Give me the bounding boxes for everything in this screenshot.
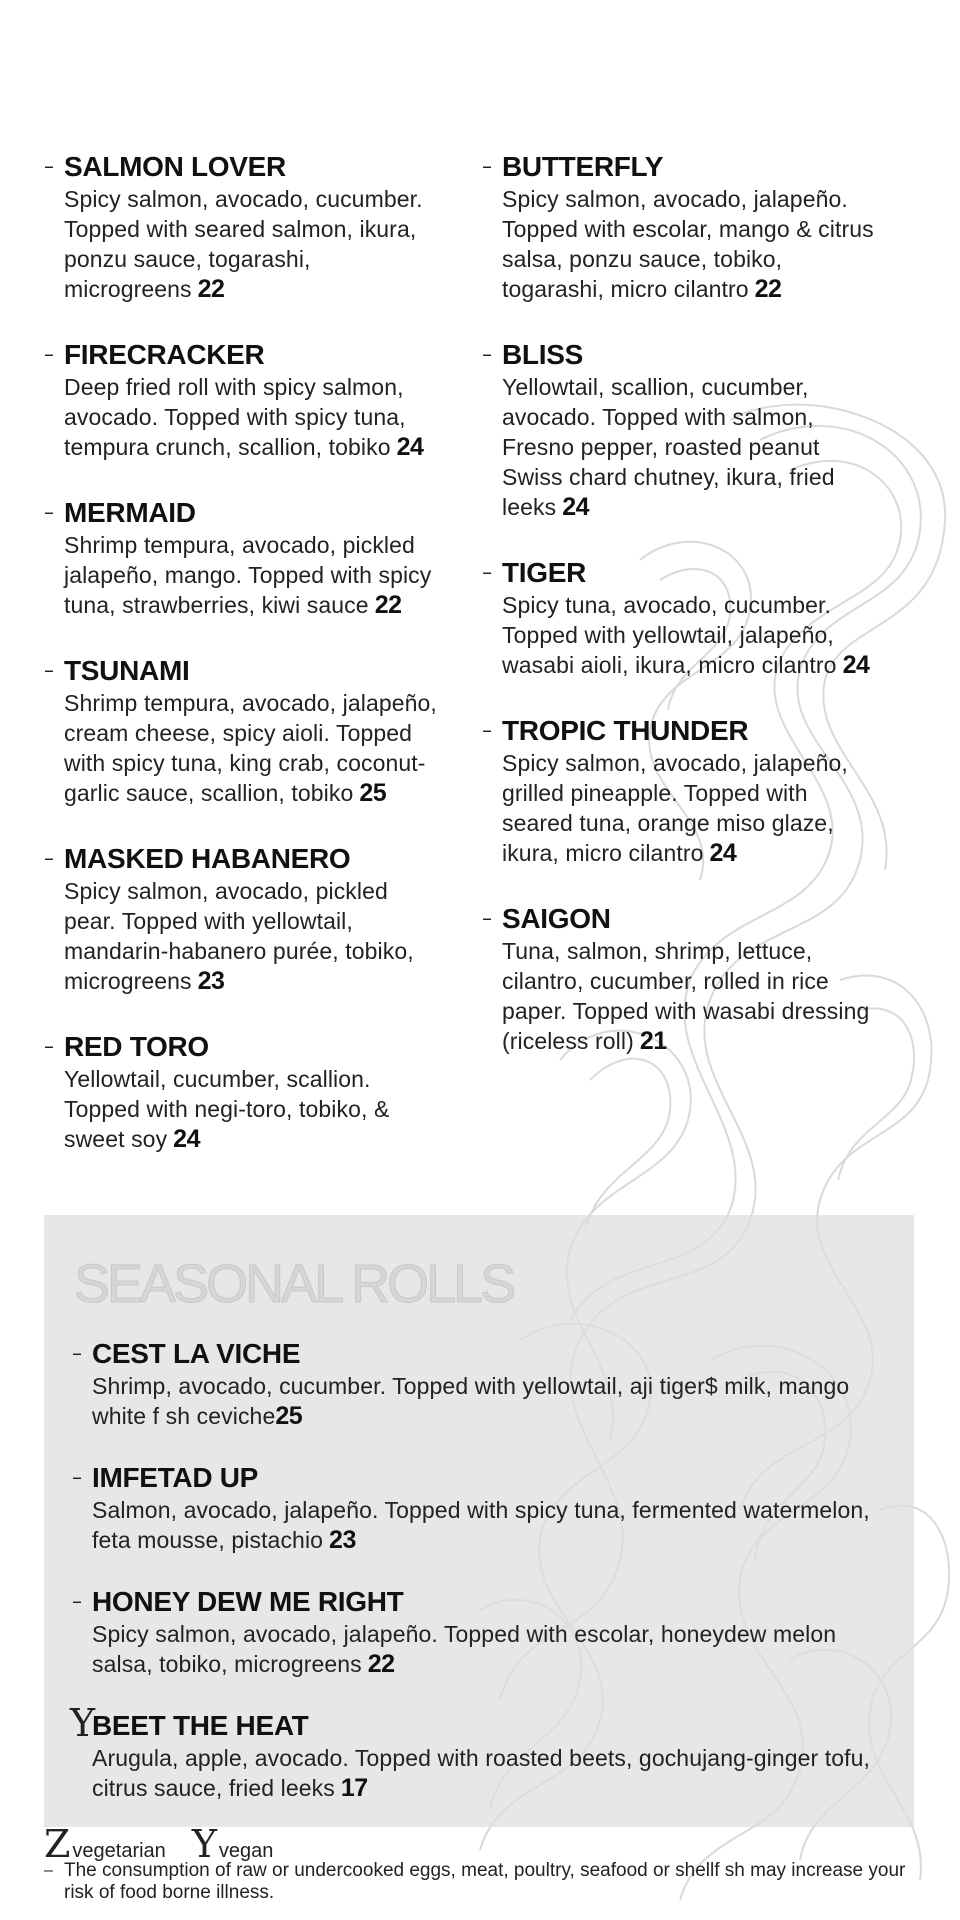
menu-item-firecracker[interactable] (44, 338, 444, 462)
menu-item-beet-the-heat[interactable] (70, 1701, 902, 1803)
dash-marker: – (72, 1465, 82, 1489)
menu-item-saigon[interactable] (482, 902, 882, 1056)
vegan-label: vegan (218, 1840, 274, 1862)
item-price: 17 (340, 1774, 368, 1802)
vegetarian-icon: Z (44, 1822, 71, 1866)
menu-item-butterfly[interactable] (482, 150, 882, 304)
item-name: BUTTERFLY (502, 151, 664, 182)
item-description: Spicy salmon, avocado, cucumber. Topped with seared salmon, ikura, ponzu sauce, togarashi, microgreens 22 (64, 186, 423, 303)
left-menu-column (44, 150, 444, 1188)
item-description: Yellowtail, scallion, cucumber, avocado. Topped with salmon, Fresno pepper, roasted peanut Swiss chard chutney, ikura, fried leeks 24 (502, 374, 835, 521)
item-description: Spicy salmon, avocado, jalapeño. Topped with escolar, honeydew melon salsa, tobiko, microgreens 22 (92, 1621, 837, 1678)
item-name: HONEY DEW ME RIGHT (92, 1586, 404, 1617)
item-price: 23 (329, 1526, 356, 1554)
item-price: 24 (173, 1125, 200, 1153)
item-price: 22 (374, 591, 402, 619)
menu-item-mermaid[interactable] (44, 496, 444, 620)
item-price: 22 (367, 1650, 395, 1678)
item-price: 24 (709, 839, 737, 867)
item-description: Shrimp tempura, avocado, jalapeño, cream cheese, spicy aioli. Topped with spicy tuna, king crab, coconut-garlic sauce, scallion, tobiko 25 (64, 690, 437, 807)
item-name: MERMAID (64, 497, 196, 528)
item-name: TROPIC THUNDER (502, 715, 749, 746)
dash-marker: – (44, 1034, 54, 1058)
dash-marker: – (44, 500, 54, 524)
item-name: SAIGON (502, 903, 611, 934)
item-description: Spicy salmon, avocado, jalapeño. Topped with escolar, mango & citrus salsa, ponzu sauce, tobiko, togarashi, micro cilantro 22 (502, 186, 874, 303)
dash-marker: – (482, 154, 492, 178)
menu-item-tropic-thunder[interactable] (482, 714, 882, 868)
menu-item-honey-dew-me-right[interactable] (72, 1585, 902, 1679)
menu-item-tiger[interactable] (482, 556, 882, 680)
item-name: IMFETAD UP (92, 1462, 259, 1493)
dash-marker: – (44, 342, 54, 366)
item-name: CEST LA VICHE (92, 1338, 301, 1369)
dash-marker: – (44, 846, 54, 870)
item-description: Spicy salmon, avocado, pickled pear. Topped with yellowtail, mandarin-habanero purée, tobiko, microgreens 23 (64, 878, 414, 995)
item-price: 23 (197, 967, 225, 995)
dash-marker: – (482, 906, 492, 930)
menu-item-tsunami[interactable] (44, 654, 444, 808)
menu-item-salmon-lover[interactable] (44, 150, 444, 304)
vegan-icon: Y (70, 1701, 96, 1745)
item-description: Tuna, salmon, shrimp, lettuce, cilantro, cucumber, rolled in rice paper. Topped with wasabi dressing (riceless roll) 21 (502, 938, 870, 1055)
item-description: Spicy tuna, avocado, cucumber. Topped with yellowtail, jalapeño, wasabi aioli, ikura, micro cilantro 24 (502, 592, 870, 679)
disclaimer-text: The consumption of raw or undercooked eggs, meat, poultry, seafood or shellf sh may increase your risk of food borne illness. (64, 1860, 906, 1903)
menu-item-red-toro[interactable] (44, 1030, 444, 1154)
item-description: Yellowtail, cucumber, scallion. Topped with negi-toro, tobiko, & sweet soy 24 (64, 1066, 390, 1153)
item-description: Arugula, apple, avocado. Topped with roasted beets, gochujang-ginger tofu, citrus sauce, fried leeks 17 (92, 1745, 871, 1802)
item-price: 21 (639, 1027, 667, 1055)
item-description: Shrimp, avocado, cucumber. Topped with yellowtail, aji tiger$ milk, mango white f sh ceviche25 (92, 1373, 850, 1430)
seasonal-list (72, 1337, 902, 1833)
item-name: BLISS (502, 339, 583, 370)
item-description: Spicy salmon, avocado, jalapeño, grilled pineapple. Topped with seared tuna, orange miso glaze, ikura, micro cilantro 24 (502, 750, 848, 867)
dash-marker: – (44, 154, 54, 178)
food-safety-disclaimer (44, 1860, 924, 1904)
menu-item-cest-la-viche[interactable] (72, 1337, 902, 1431)
vegetarian-label: vegetarian (72, 1840, 166, 1862)
item-price: 24 (842, 651, 870, 679)
item-price: 24 (562, 493, 590, 521)
item-name: TIGER (502, 557, 587, 588)
right-menu-column (482, 150, 882, 1090)
item-name: BEET THE HEAT (92, 1710, 309, 1741)
item-name: RED TORO (64, 1031, 209, 1062)
item-name: TSUNAMI (64, 655, 190, 686)
menu-item-masked-habanero[interactable] (44, 842, 444, 996)
item-price: 25 (275, 1402, 303, 1430)
item-name: MASKED HABANERO (64, 843, 351, 874)
dash-marker: – (72, 1589, 82, 1613)
dash-marker: – (482, 342, 492, 366)
dash-marker: – (482, 560, 492, 584)
item-name: SALMON LOVER (64, 151, 286, 182)
item-description: Shrimp tempura, avocado, pickled jalapeño, mango. Topped with spicy tuna, strawberries, kiwi sauce 22 (64, 532, 432, 619)
dash-marker: – (44, 1862, 53, 1879)
dash-marker: – (44, 658, 54, 682)
menu-item-bliss[interactable] (482, 338, 882, 522)
section-heading: SEASONAL ROLLS (74, 1254, 514, 1314)
item-description: Salmon, avocado, jalapeño. Topped with spicy tuna, fermented watermelon, feta mousse, pistachio 23 (92, 1497, 870, 1554)
vegan-icon: Y (191, 1822, 217, 1866)
item-price: 22 (754, 275, 782, 303)
item-description: Deep fried roll with spicy salmon, avocado. Topped with spicy tuna, tempura crunch, scallion, tobiko 24 (64, 374, 424, 461)
menu-item-imfetad-up[interactable] (72, 1461, 902, 1555)
item-price: 22 (197, 275, 225, 303)
seasonal-rolls-section (44, 1215, 914, 1827)
item-price: 24 (396, 433, 424, 461)
dash-marker: – (72, 1341, 82, 1365)
dash-marker: – (482, 718, 492, 742)
item-name: FIRECRACKER (64, 339, 265, 370)
item-price: 25 (359, 779, 387, 807)
